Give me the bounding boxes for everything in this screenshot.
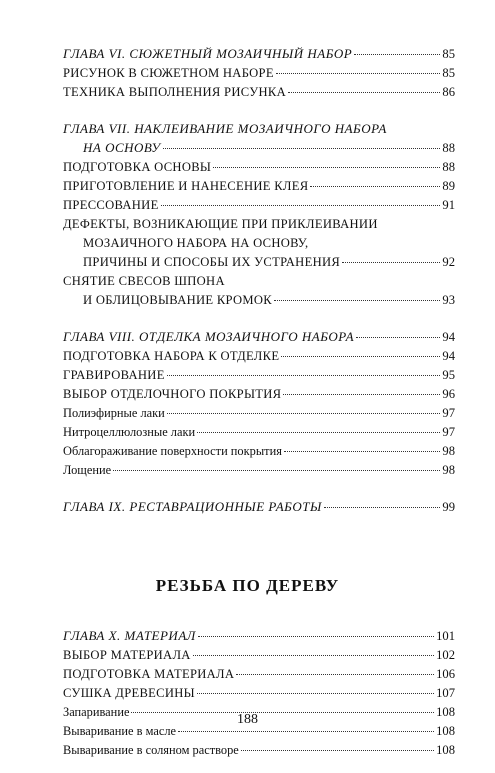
toc-entry[interactable] xyxy=(63,665,455,684)
dot-leader xyxy=(163,148,441,149)
toc-entry[interactable] xyxy=(63,646,455,665)
dot-leader xyxy=(197,432,440,433)
toc-entry[interactable] xyxy=(63,461,455,480)
toc-entry-veneer-line1[interactable]: СНЯТИЕ СВЕСОВ ШПОНА xyxy=(63,274,225,288)
spacer xyxy=(63,597,455,626)
dot-leader xyxy=(193,655,434,656)
toc-entry-page: 108 xyxy=(436,705,455,719)
toc-entry-page: 91 xyxy=(442,198,455,212)
toc-entry-page: 108 xyxy=(436,743,455,757)
toc-entry-defects[interactable] xyxy=(63,253,455,272)
toc-entry-title: Облагораживание поверхности покрытия xyxy=(63,444,282,458)
dot-leader xyxy=(310,186,440,187)
dot-leader xyxy=(167,375,441,376)
dot-leader xyxy=(236,674,434,675)
toc-chapter-7-line1[interactable]: ГЛАВА VII. НАКЛЕИВАНИЕ МОЗАИЧНОГО НАБОРА xyxy=(63,121,387,136)
toc-entry-page: 94 xyxy=(442,349,455,363)
toc-entry-title: ПРИГОТОВЛЕНИЕ И НАНЕСЕНИЕ КЛЕЯ xyxy=(63,179,309,193)
toc-entry-title: ВЫБОР ОТДЕЛОЧНОГО ПОКРЫТИЯ xyxy=(63,387,282,401)
toc-entry[interactable] xyxy=(63,741,455,760)
toc-chapter-8[interactable] xyxy=(63,327,455,347)
toc-entry-title: Запаривание xyxy=(63,705,130,719)
toc-entry-page: 88 xyxy=(442,160,455,174)
toc-entry-title: ПОДГОТОВКА НАБОРА К ОТДЕЛКЕ xyxy=(63,349,280,363)
toc-entry-page: 85 xyxy=(442,66,455,80)
toc-entry-page: 94 xyxy=(442,330,455,344)
dot-leader xyxy=(356,337,440,338)
dot-leader xyxy=(241,750,434,751)
toc-entry-page: 88 xyxy=(442,141,455,155)
dot-leader xyxy=(342,262,440,263)
toc-entry-page: 98 xyxy=(442,463,455,477)
toc-entry-defects-line2[interactable]: МОЗАИЧНОГО НАБОРА НА ОСНОВУ, xyxy=(83,236,309,250)
toc-entry-page: 99 xyxy=(442,500,455,514)
spacer xyxy=(63,480,455,497)
toc-entry-page: 95 xyxy=(442,368,455,382)
toc-entry-title: Полиэфирные лаки xyxy=(63,406,165,420)
toc-chapter-6[interactable] xyxy=(63,44,455,64)
toc-entry[interactable] xyxy=(63,684,455,703)
toc-entry-title: НА ОСНОВУ xyxy=(83,140,161,155)
toc-entry-title: ПРЕССОВАНИЕ xyxy=(63,198,159,212)
toc-entry-page: 96 xyxy=(442,387,455,401)
toc-entry-page: 97 xyxy=(442,406,455,420)
dot-leader xyxy=(324,507,441,508)
toc-entry-page: 102 xyxy=(436,648,455,662)
toc-entry-title: ПОДГОТОВКА ОСНОВЫ xyxy=(63,160,212,174)
toc-entry-title: Нитроцеллюлозные лаки xyxy=(63,425,196,439)
toc-entry-page: 97 xyxy=(442,425,455,439)
dot-leader xyxy=(276,73,441,74)
dot-leader xyxy=(167,413,441,414)
toc-chapter-9[interactable] xyxy=(63,497,455,517)
toc-entry-title: И ОБЛИЦОВЫВАНИЕ КРОМОК xyxy=(83,293,272,307)
toc-entry-page: 101 xyxy=(436,629,455,643)
toc-entry[interactable] xyxy=(63,196,455,215)
toc-entry-defects-line1[interactable]: ДЕФЕКТЫ, ВОЗНИКАЮЩИЕ ПРИ ПРИКЛЕИВАНИИ xyxy=(63,217,378,231)
dot-leader xyxy=(213,167,440,168)
toc-entry-page: 106 xyxy=(436,667,455,681)
spacer xyxy=(63,517,455,575)
section-title: РЕЗЬБА ПО ДЕРЕВУ xyxy=(155,576,340,595)
toc-entry-page: 86 xyxy=(442,85,455,99)
toc-entry-title: Вываривание в соляном растворе xyxy=(63,743,239,757)
dot-leader xyxy=(198,636,434,637)
spacer xyxy=(63,310,455,327)
toc-entry[interactable] xyxy=(63,177,455,196)
dot-leader xyxy=(288,92,440,93)
dot-leader xyxy=(283,394,440,395)
spacer xyxy=(63,102,455,119)
table-of-contents xyxy=(63,44,455,760)
dot-leader xyxy=(113,470,440,471)
toc-entry-page: 93 xyxy=(442,293,455,307)
toc-entry-page: 85 xyxy=(442,47,455,61)
toc-entry-title: ВЫБОР МАТЕРИАЛА xyxy=(63,648,191,662)
toc-entry-page: 89 xyxy=(442,179,455,193)
toc-entry[interactable] xyxy=(63,83,455,102)
toc-entry-title: ГЛАВА X. МАТЕРИАЛ xyxy=(63,628,196,643)
toc-entry[interactable] xyxy=(63,347,455,366)
toc-entry-page: 107 xyxy=(436,686,455,700)
toc-entry[interactable] xyxy=(63,442,455,461)
page-number: 188 xyxy=(237,712,258,727)
dot-leader xyxy=(197,693,434,694)
toc-entry[interactable] xyxy=(63,64,455,83)
toc-entry-title: РИСУНОК В СЮЖЕТНОМ НАБОРЕ xyxy=(63,66,274,80)
toc-entry[interactable] xyxy=(63,158,455,177)
toc-entry-page: 108 xyxy=(436,724,455,738)
dot-leader xyxy=(161,205,441,206)
toc-entry-title: Лощение xyxy=(63,463,112,477)
toc-entry-title: ПОДГОТОВКА МАТЕРИАЛА xyxy=(63,667,235,681)
dot-leader xyxy=(178,731,434,732)
toc-entry-page: 92 xyxy=(442,255,455,269)
toc-entry-title: ГЛАВА IX. РЕСТАВРАЦИОННЫЕ РАБОТЫ xyxy=(63,499,322,514)
dot-leader xyxy=(281,356,440,357)
toc-entry-title: СУШКА ДРЕВЕСИНЫ xyxy=(63,686,195,700)
toc-entry-title: ГЛАВА VIII. ОТДЕЛКА МОЗАИЧНОГО НАБОРА xyxy=(63,329,355,344)
toc-entry[interactable] xyxy=(63,385,455,404)
toc-entry[interactable] xyxy=(63,366,455,385)
dot-leader xyxy=(284,451,440,452)
toc-entry-veneer[interactable] xyxy=(63,291,455,310)
toc-entry-title: ГРАВИРОВАНИЕ xyxy=(63,368,165,382)
toc-chapter-7[interactable] xyxy=(63,138,455,158)
toc-entry-title: Вываривание в масле xyxy=(63,724,177,738)
toc-chapter-10[interactable] xyxy=(63,626,455,646)
dot-leader xyxy=(354,54,440,55)
dot-leader xyxy=(274,300,440,301)
toc-entry[interactable] xyxy=(63,423,455,442)
toc-entry-page: 98 xyxy=(442,444,455,458)
toc-entry-title: ГЛАВА VI. СЮЖЕТНЫЙ МОЗАИЧНЫЙ НАБОР xyxy=(63,46,353,61)
toc-entry-title: ПРИЧИНЫ И СПОСОБЫ ИХ УСТРАНЕНИЯ xyxy=(83,255,341,269)
toc-entry-title: ТЕХНИКА ВЫПОЛНЕНИЯ РИСУНКА xyxy=(63,85,286,99)
toc-entry[interactable] xyxy=(63,404,455,423)
